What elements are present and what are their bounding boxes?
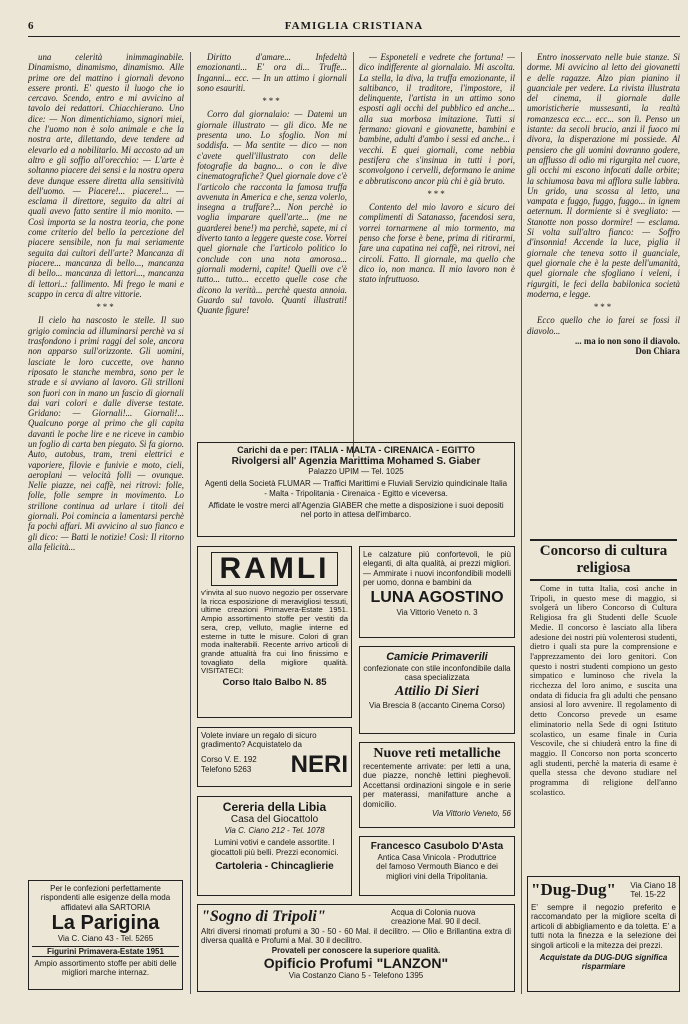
- ad-luna-agostino: [359, 546, 515, 638]
- ad-nuove-reti-metalliche: [359, 742, 515, 828]
- ad-name: Cereria della Libia: [222, 800, 327, 814]
- ad-text: Per le confezioni perfettamente rispondenti alle esigenze della moda affidatevi alla SARTORIA: [40, 884, 171, 912]
- ad-address: Via Vittorio Veneto, 56: [431, 809, 511, 819]
- ad-text: Lumini votivi e candele assortite. I giocattoli più belli. Prezzi economici.: [210, 838, 339, 857]
- ad-line: del famoso Vermouth Bianco e dei: [376, 862, 498, 872]
- ad-phone: Tel. 15-22: [630, 890, 666, 899]
- page-number: 6: [28, 20, 34, 32]
- ad-phone: Telefono 5263: [201, 764, 252, 774]
- ad-line: Provateli per conoscere la superiore qualità.: [271, 945, 441, 955]
- ad-name: Opificio Profumi "LANZON": [263, 955, 449, 972]
- article-paragraph: Contento del mio lavoro e sicuro dei complimenti di Satanasso, facendosi sera, vorrei tornarmene al mio tormento, ma penso che forse è bene, prima di ritirarmi, fare una capatina nei caffè, nei ritrovi, nei circoli. Fatto. Il giornale, ma quello che dico io, non manca. Il mio lavoro non è stato infruttuoso.: [359, 202, 515, 285]
- ad-cereria-libia: [197, 796, 352, 896]
- ad-name: LUNA AGOSTINO: [370, 588, 504, 606]
- ad-address: Via C. Ciano 212 - Tel. 1078: [224, 826, 325, 835]
- article-author: Don Chiara: [635, 346, 680, 357]
- ad-line: Figurini Primavera-Estate 1951: [32, 946, 179, 957]
- section-separator: ***: [262, 96, 282, 107]
- ad-line: Palazzo UPIM — Tel. 1025: [308, 466, 404, 476]
- section-separator: ***: [96, 302, 116, 313]
- ad-line: Antica Casa Vinicola - Produttrice: [377, 853, 497, 862]
- article-column-2: [197, 52, 347, 437]
- ad-text: v'invita al suo nuovo negozio per osservare la ricca esposizione di meravigliosi tessuti, ultime creazioni Primavera-Estate 1951. Ampio assortimento stoffe per vestiti da sera, crep, velluto, maglie interne ed esterne in tutte le misure. Colori di gran moda inalterabili. Recente arrivo articoli di grande attualità fra cui lino finissimo e tovagliato della migliore qualità. VISITATECI:: [201, 588, 348, 676]
- article-paragraph: una celerità inimmaginabile. Dinamismo, dinamismo, dinamismo. Alle prime ore del mattino i giornali devono essere pronti. E' questo il luogo che io cercavo. Scendo, entro e mi avvicino al tavolo dei redattori. Chiacchierano. Uno dice: — Non dimentichiamo, signori miei, che l'uomo non è solo animale e che la nostra arte, dilettando, deve tendere ad elevarlo ed a nobilitarlo. Mi accosto ad un altro e gli soffio all'orecchio: — L'arte è soltanno piacere dei sensi e la nostra opera deve dunque essere diretta alla sensitività dell'uomo. — Piacere!... piacere!... — esclama il direttore, seguito da altri ai quali avevo fatto sentire il mio monito. — Così importa se la nostra teoria, che pone come criterio del bello la percezione del piacere sensibile, non fu mai seriamente seguita dai cultori dell'arte? Mancanza di piacere... mancanza di bello..., mancanza di bello... mancanza di lettori..., mancanza di lettori..: fallimento. Mi frego le mani e scappo in cerca di altre vittorie.: [28, 52, 184, 299]
- ad-name: "Dug-Dug": [531, 880, 616, 899]
- ad-text: Acqua di Colonia nuova creazione Mal. 90 il decil.: [391, 908, 481, 927]
- ad-agenzia-giaber: [197, 442, 515, 537]
- ad-title: Camicie Primaverili: [386, 651, 488, 663]
- ad-line: Carichi da e per: ITALIA - MALTA - CIRENAICA - EGITTO: [237, 445, 475, 455]
- ad-footer: Ampio assortimento stoffe per abiti delle migliori marche internaz.: [34, 959, 177, 978]
- ad-address: Corso V. E. 192: [201, 755, 257, 765]
- article-title: Concorso di cultura religiosa: [530, 539, 677, 581]
- ad-subtitle: Casa del Giocattolo: [230, 814, 319, 825]
- article-paragraph: — Esponeteli e vedrete che fortuna! — dico indifferente al giornalaio. Mi ascolta. La stella, la diva, la truffa emozionante, il saltibanco, il traditore, l'impostore, il delinquente, l'artista in un attimo sono esposti agli occhi del pubblico ed anche... alla sua morbosa imitazione. Tutti si fermano: giovani e giovanette, bambini e bambine, adulti d'ambo i sessi ed anche... i vecchi. E quei giornali, come nebbia pestifera che s'insinua in tutti i pori, sconvolgono i cervelli, deformano le anime e abbrutiscono ancor più chi è già bruto.: [359, 52, 515, 186]
- article-paragraph: Entro inosservato nelle buie stanze. Si dorme. Mi avvicino al letto dei giovanetti e delle ragazze. Alzo pian pianino il guanciale per vedere. La rivista illustrata del cinema, il giornale dalle umoristicherie mussesanti, la realtà romanzesca ecc... ecc... son lì. Penso un istante: da secoli brucio, anzi il fuoco mi divora, la disperazione mi possiede. Al pensiero che gli uomini dovranno godere, un afflusso di odio mi rigurgita nel cuore, gli occhi mi escono infocati dalle orbite; la schiumosa bava mi afflora sulle labbra. Un grido, una scossa al letto, una vampata e fuggo, fuggo, fuggo... in ignem aeternum. Il dormiente si è svegliato: — Stanotte non posso dormire! — esclama. Si volta sull'altro fianco: — Soffro d'insonnia! Accende la luce, piglia il giornale che teneva sotto il guanciale, quel giornale che è la peste dell'umanità, quel giornale che sfogliano i veleni, i rigurgiti, le feci della babilonica società moderna, e legge.: [527, 52, 680, 299]
- ad-line: Rivolgersi all' Agenzia Marittima Mohamed S. Giaber: [231, 456, 481, 468]
- ad-address: Via Costanzo Ciano 5 - Telefono 1395: [288, 971, 424, 981]
- ad-address: Via C. Ciano 43 - Tel. 5265: [57, 934, 154, 944]
- article-paragraph: Il cielo ha nascosto le stelle. Il suo grigio comincia ad illuminarsi perchè va si trasfondono i primi raggi del sole, ancora non apparso sull'orizzonte. Gli uomini, lasciate le loro cuccette, ove hanno riposato le stanche membra, sono per le strade e si avviano al lavoro. Gli strilloni son fuori con in mano un fascio di giornali dai vari colori e dalle diverse testate. Gridano: — Giornali!... Giornali!... Qualcuno porge al primo che gli capita davanti le poche lire e ne riceve in cambio un foglio di carta ben piegato. Si fa giorno. Auto, autobus, tram, treni elettrici e vaporiere, filovie e funivie e moto, cieli, aeroplani — velocità folli — ovunque. Nelle piazze, nei caffè, nei ritrovi: folle, folle, folle sempre in movimento. Lo strillone continua ad urlare i titoli dei giornali. Poi comincia a lamentarsi perchè fa pochi affari. Mi avvicino al suo fianco e gli dico: — Batti le notizie! Così: Il ritorno alla felicità...: [28, 315, 184, 552]
- ad-camicie-primaverili: [359, 646, 515, 734]
- ad-address: Corso Italo Balbo N. 85: [222, 677, 327, 689]
- ad-footer: Cartoleria - Chincaglierie: [215, 861, 334, 873]
- ad-text: confezionate con stile inconfondibile dalla casa specializzata: [363, 664, 511, 683]
- ad-text: recentemente arrivate: per letti a una, due piazze, nonchè lettini pieghevoli. Accettansi ordinazioni singole e in serie per materassi, manifatture anche a domicilio.: [363, 762, 511, 809]
- ad-line: migliori vini della Tripolitania.: [386, 871, 488, 881]
- ad-name: Francesco Casubolo D'Asta: [370, 841, 504, 852]
- ad-name: Attilio Di Sieri: [394, 683, 479, 699]
- article-paragraph: Ecco quello che io farei se fossi il diavolo...: [527, 315, 680, 336]
- ad-text: Volete inviare un regalo di sicuro gradimento? Acquistatelo da: [201, 731, 317, 750]
- ad-ramli: [197, 546, 352, 718]
- article-closing: ... ma io non sono il diavolo.: [574, 336, 680, 347]
- ad-name: La Parigina: [51, 912, 160, 935]
- column-rule: [190, 52, 191, 994]
- article-column-1: [28, 52, 184, 552]
- ad-footer: Acquistate da DUG-DUG significa risparmiare: [539, 953, 668, 972]
- article-column-4: [527, 52, 680, 522]
- column-rule: [521, 52, 522, 994]
- ad-name: RAMLI: [211, 552, 338, 586]
- ad-text: Le calzature più confortevoli, le più eleganti, di alta qualità, ai prezzi migliori. — Ammirate i nuovi inconfondibili modelli per uomo, donna e bambini da: [363, 550, 511, 588]
- ad-address: Via Brescia 8 (accanto Cinema Corso): [369, 700, 505, 710]
- ad-address: Via Vittorio Veneto n. 3: [396, 607, 478, 617]
- ad-title: "Sogno di Tripoli": [201, 908, 326, 926]
- ad-line: Agenti della Società FLUMAR — Traffici Marittimi e Fluviali Servizio quindicinale Italia - Malta - Tripolitania - Cirenaica - Egitto e viceversa.: [204, 479, 508, 498]
- section-separator: ***: [593, 302, 614, 313]
- ad-text: E' sempre il negozio preferito e raccomandato per la migliore scelta di articoli di abbigliamento e da toletta. E' a tutti nota la finezza e la selezione dei singoli articoli e la mitezza dei prezzi.: [531, 903, 676, 950]
- ad-neri: [197, 727, 352, 787]
- article-paragraph: Diritto d'amare... Infedeltà emozionanti... E' ora di... Truffe... Inganni... ecc. — In un attimo i giornali sono esauriti.: [197, 52, 347, 93]
- publication-title: FAMIGLIA CRISTIANA: [284, 20, 424, 32]
- article-concorso: [527, 536, 680, 870]
- ad-sogno-di-tripoli: [197, 904, 515, 992]
- ad-name: NERI: [290, 750, 348, 778]
- page-header: [28, 20, 680, 37]
- ad-address: Via Ciano 18: [630, 880, 676, 890]
- ad-dug-dug: [527, 876, 680, 992]
- article-paragraph: Come in tutta Italia, così anche in Tripoli, in questo mese di maggio, si svolgerà un libero Concorso di Cultura Religiosa fra gli Studenti delle Scuole Medie. Il concorso è lasciato alla libera adesione dei nostri più volenterosi studenti, dietro i quali sta pure la comprensione e l'apprezzamento dei loro genitori. Con questo i nostri studenti compiono un gesto simpatico e luminoso che rivela la ricchezza del loro animo, e suscita una ondata di fiducia fra gli adulti che pensano ansiosi al loro avvenire. Il regolamento di detto Concorso prevede un esame eliminatorio nella Sede di ogni Istituto scolastico, un esame finale in Curia Vescovile, che si chiuderà entro la fine di maggio. Il Concorso non porta sconcerto agli studenti, perchè la materia di esame è quella stessa che devono studiare nel programma di religione dell'anno scolastico.: [530, 584, 677, 797]
- ad-text: Altri diversi rinomati profumi a 30 - 50 - 60 Mal. il decilitro. — Olio e Brillantina extra di diversa qualità e Profumi a Mal. 30 il decilitro.: [201, 926, 511, 946]
- ad-line: Affidate le vostre merci all'Agenzia GIABER che mette a disposizione i suoi depositi nel porto in attesa dell'imbarco.: [208, 501, 504, 520]
- section-separator: ***: [427, 188, 447, 199]
- article-column-3: [359, 52, 515, 437]
- article-paragraph: Corro dal giornalaio: — Datemi un giornale illustrato — gli dico. Me ne presenta uno. Lo sfoglio. Non mi soddisfa. — Ma sentite — dico — non c'avete quell'illustrato con delle fotografie da bagno... o con le dive cinematografiche? Quel giornale dove c'è l'articolo che racconta la famosa truffa avvenuta in America e che, senza volerlo, insegna a truffare?... Non perchè io voglia imparare quell'arte... (me ne guarderei bene!) ma perchè, sapete, mi ci diverto tanto a leggere queste cose. Vorrei quel giornale che l'articolo politico lo conclude con una nota amorosa... giornali moderni, capite! Quelli ove c'è tutto... tutto... eccetto quelle cose che dicono la verità... perchè questa annoia. Guardo sul tavolo. Quanti illustrati! Quante figure!: [197, 109, 347, 316]
- ad-casubolo: [359, 836, 515, 896]
- column-rule: [353, 52, 354, 457]
- ad-title: Nuove reti metalliche: [373, 746, 501, 761]
- ad-la-parigina: [28, 880, 183, 990]
